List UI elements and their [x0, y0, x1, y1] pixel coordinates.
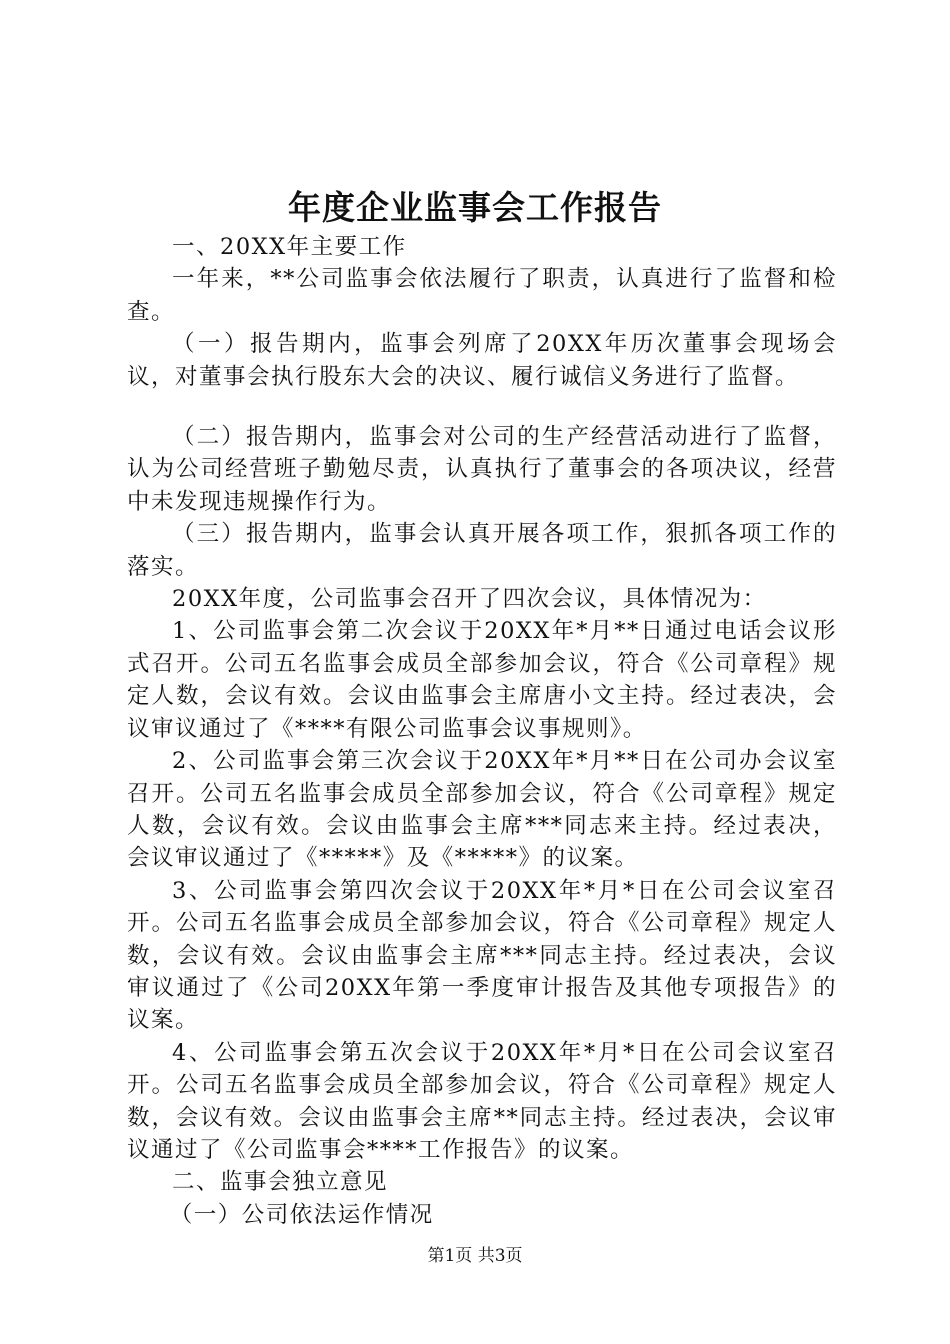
paragraph: 一年来，**公司监事会依法履行了职责，认真进行了监督和检查。 — [127, 266, 837, 325]
paragraph: （三）报告期内，监事会认真开展各项工作，狠抓各项工作的落实。 — [127, 521, 837, 580]
section-heading: 一、20XX年主要工作 — [172, 234, 407, 260]
paragraph: 1、公司监事会第二次会议于20XX年*月**日通过电话会议形式召开。公司五名监事会成员全部参加会议，符合《公司章程》规定人数，会议有效。会议由监事会主席唐小文主持。经过表决，会议审议通过了《****有限公司监事会议事规则》。 — [127, 618, 837, 742]
paragraph: （一）报告期内，监事会列席了20XX年历次董事会现场会议，对董事会执行股东大会的决议、履行诚信义务进行了监督。 — [127, 331, 837, 390]
page-number-footer: 第1页 共3页 — [427, 1246, 523, 1266]
paragraph: 20XX年度，公司监事会召开了四次会议，具体情况为： — [172, 586, 767, 613]
paragraph: 2、公司监事会第三次会议于20XX年*月**日在公司办会议室召开。公司五名监事会成员全部参加会议，符合《公司章程》规定人数，会议有效。会议由监事会主席***同志来主持。经过表决，会议审议通过了《*****》及《*****》的议案。 — [127, 748, 837, 872]
paragraph: 4、公司监事会第五次会议于20XX年*月*日在公司会议室召开。公司五名监事会成员全部参加会议，符合《公司章程》规定人数，会议有效。会议由监事会主席**同志主持。经过表决，会议审议通过了《公司监事会****工作报告》的议案。 — [127, 1039, 837, 1163]
document-body — [127, 231, 837, 1231]
subsection-heading: （一）公司依法运作情况 — [169, 1201, 434, 1228]
section-heading: 二、监事会独立意见 — [172, 1169, 389, 1196]
document-title: 年度企业监事会工作报告 — [288, 188, 662, 227]
paragraph: 3、公司监事会第四次会议于20XX年*月*日在公司会议室召开。公司五名监事会成员全部参加会议，符合《公司章程》规定人数，会议有效。会议由监事会主席***同志主持。经过表决，会议审议通过了《公司20XX年第一季度审计报告及其他专项报告》的议案。 — [127, 877, 837, 1034]
paragraph: （二）报告期内，监事会对公司的生产经营活动进行了监督，认为公司经营班子勤勉尽责，认真执行了董事会的各项决议，经营中未发现违规操作行为。 — [127, 424, 837, 515]
